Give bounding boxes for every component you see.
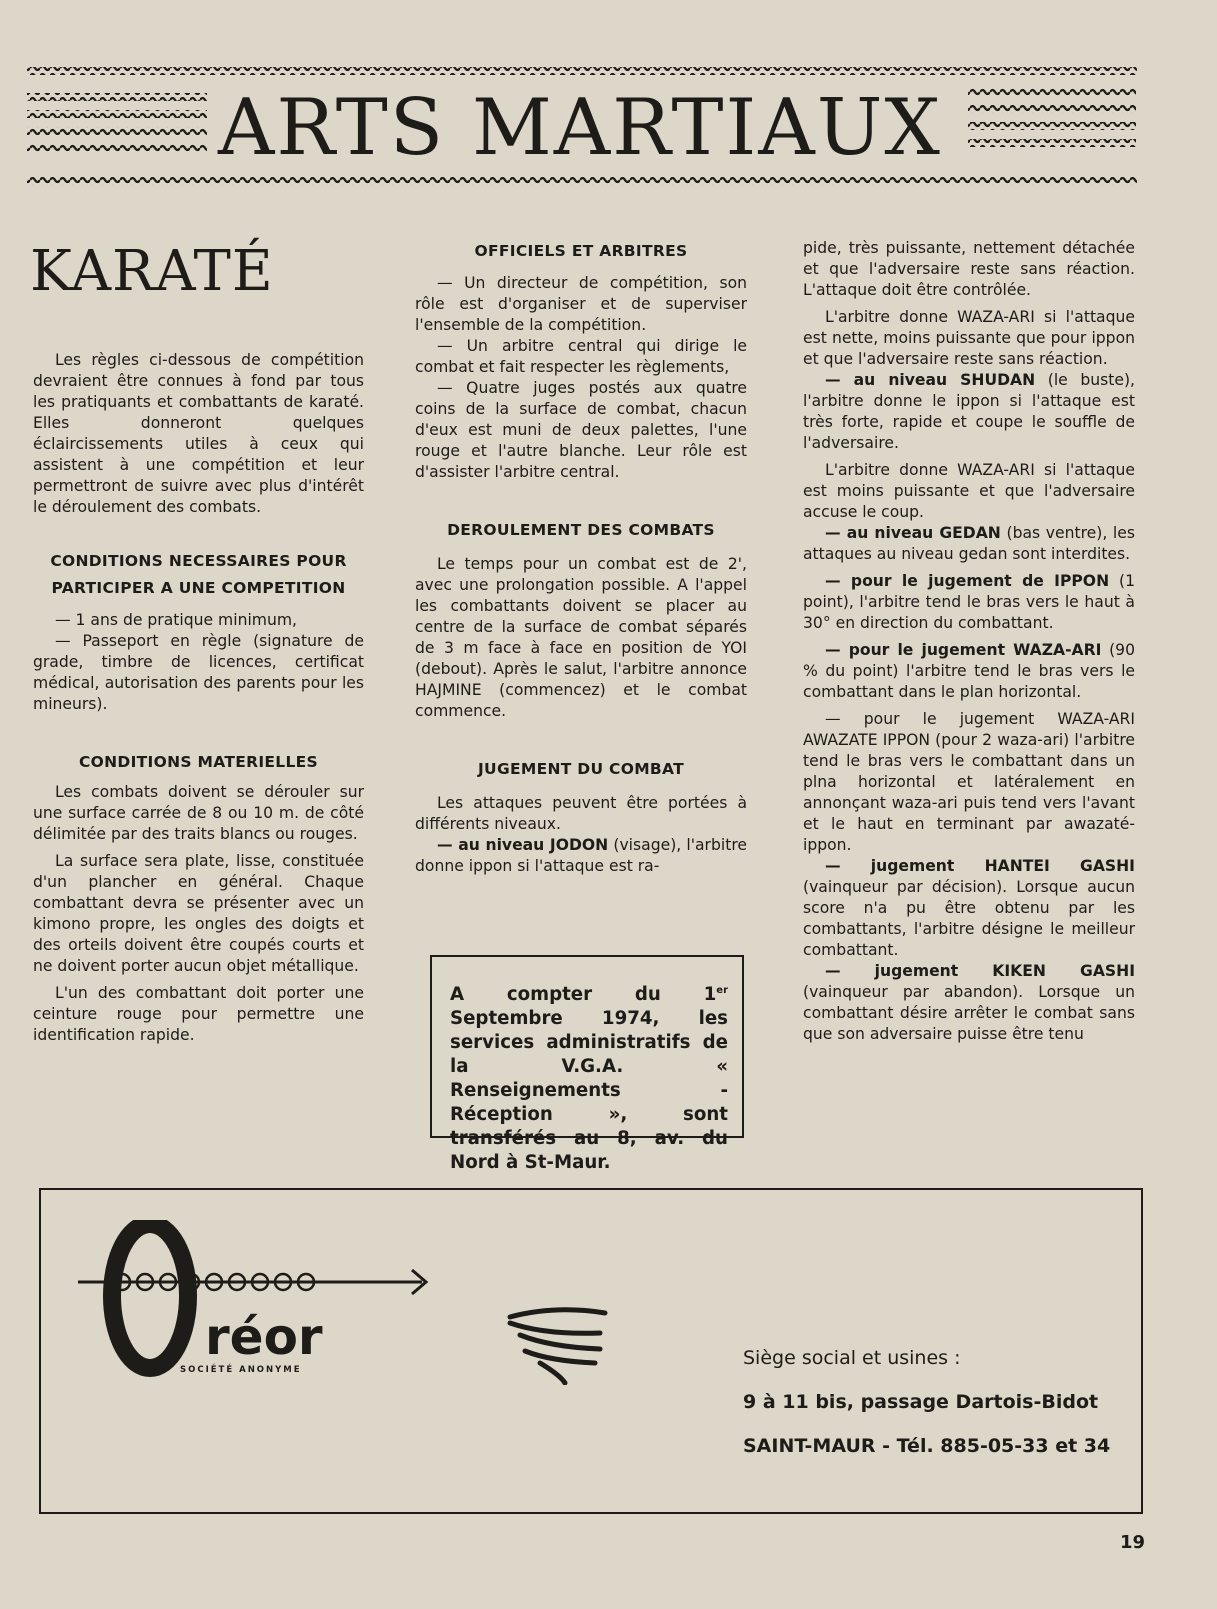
- paragraph: L'arbitre donne WAZA-ARI si l'attaque est nette, moins puissante que pour ippon et que l'adversaire reste sans réaction.: [803, 308, 1135, 368]
- intro-paragraph: Les règles ci-dessous de compétition devraient être connues à fond par tous les pratiquants et combattants de karaté. Elles donneront quelques éclaircissements utiles à ceux qui assistent à une compétition et leur permettront de suivre avec plus d'intérêt le déroulement des combats.: [33, 351, 364, 516]
- heading-conditions-participer: CONDITIONS NECESSAIRES POUR PARTICIPER A UNE COMPETITION: [50, 552, 347, 597]
- heading-jugement: JUGEMENT DU COMBAT: [477, 760, 685, 778]
- paragraph: — Un directeur de compétition, son rôle est d'organiser et de superviser l'ensemble de la compétition.: [415, 274, 747, 334]
- paragraph: — au niveau SHUDAN (le buste), l'arbitre donne le ippon si l'attaque est très forte, rapide et coupe le souffle de l'adversaire.: [803, 371, 1136, 452]
- heading-conditions-materielles: CONDITIONS MATERIELLES: [79, 753, 318, 771]
- paragraph: Le temps pour un combat est de 2', avec une prolongation possible. A l'appel les combattants doivent se placer au centre de la surface de combat séparés de 3 m face à face en position de YOI (debout). Après le salut, l'arbitre annonce HAJMINE (commencez) et le combat commence.: [415, 555, 747, 720]
- column-2: [415, 238, 747, 877]
- paragraph: — Un arbitre central qui dirige le combat et fait respecter les règlements,: [415, 337, 747, 376]
- section-banner-title: ARTS MARTIAUX: [218, 83, 942, 173]
- paragraph: — jugement HANTEI GASHI (vainqueur par décision). Lorsque aucun score n'a pu être obtenu par les combattants, l'arbitre désigne le meilleur combattant.: [803, 857, 1135, 959]
- oreor-logo: [70, 1220, 450, 1390]
- paragraph: pide, très puissante, nettement détachée et que l'adversaire reste sans réaction. L'attaque doit être contrôlée.: [803, 239, 1135, 299]
- notice-box: A compter du 1er Septembre 1974, les services administratifs de la V.G.A. « Renseignements - Réception », sont transférés au 8, av. du Nord à St-Maur.: [430, 955, 744, 1138]
- paragraph: Les combats doivent se dérouler sur une surface carrée de 8 ou 10 m. de côté délimitée par des traits blancs ou rouges.: [33, 783, 364, 843]
- paragraph: — au niveau GEDAN (bas ventre), les attaques au niveau gedan sont interdites.: [803, 524, 1135, 563]
- heading-officiels: OFFICIELS ET ARBITRES: [474, 242, 688, 260]
- zigzag-emblem-icon: [505, 1305, 615, 1385]
- paragraph: L'arbitre donne WAZA-ARI si l'attaque est moins puissante et que l'adversaire accuse le coup.: [803, 461, 1135, 521]
- logo-subtitle: SOCIÉTÉ ANONYME: [180, 1365, 302, 1375]
- paragraph: — jugement KIKEN GASHI (vainqueur par abandon). Lorsque un combattant désire arrêter le combat sans que son adversaire puisse être tenu: [803, 962, 1135, 1043]
- list-item: — 1 ans de pratique minimum,: [55, 611, 298, 629]
- paragraph: — pour le jugement WAZA-ARI AWAZATE IPPON (pour 2 waza-ari) l'arbitre tend le bras vers le combattant dans un plna horizontal et latéralement en annonçant waza-ari puis tend vers l'avant et le haut en terminant par awazaté-ippon.: [803, 710, 1135, 854]
- ad-headquarters-label: Siège social et usines :: [743, 1347, 961, 1369]
- paragraph: L'un des combattant doit porter une ceinture rouge pour permettre une identification rapide.: [33, 984, 364, 1044]
- paragraph: La surface sera plate, lisse, constituée d'un plancher en général. Chaque combattant devra se présenter avec un kimono propre, les ongles des doigts et des orteils doivent être coupés courts et ne doivent porter aucun objet métallique.: [33, 852, 364, 975]
- paragraph: — pour le jugement de IPPON (1 point), l'arbitre tend le bras vers le haut à 30° en direction du combattant.: [803, 572, 1135, 632]
- column-3: [803, 238, 1135, 1045]
- list-item: — Passeport en règle (signature de grade, timbre de licences, certificat médical, autorisation des parents pour les mineurs).: [33, 632, 364, 713]
- heading-deroulement: DEROULEMENT DES COMBATS: [447, 521, 715, 539]
- page-number: 19: [1120, 1532, 1146, 1553]
- ad-address: 9 à 11 bis, passage Dartois-Bidot: [743, 1391, 1099, 1413]
- paragraph: Les attaques peuvent être portées à différents niveaux.: [415, 794, 747, 833]
- paragraph: — pour le jugement WAZA-ARI (90 % du point) l'arbitre tend le bras vers le combattant dans le plan horizontal.: [803, 641, 1135, 701]
- article-title: KARATÉ: [30, 239, 274, 304]
- paragraph: — au niveau JODON (visage), l'arbitre donne ippon si l'attaque est ra-: [415, 836, 747, 875]
- paragraph: — Quatre juges postés aux quatre coins de la surface de combat, chacun d'eux est muni de deux palettes, l'une rouge et l'autre blanche. Leur rôle est d'assister l'arbitre central.: [415, 379, 747, 481]
- ad-city-phone: SAINT-MAUR - Tél. 885-05-33 et 34: [743, 1435, 1111, 1457]
- logo-wordmark: réor: [205, 1308, 323, 1366]
- column-1: [33, 350, 364, 1046]
